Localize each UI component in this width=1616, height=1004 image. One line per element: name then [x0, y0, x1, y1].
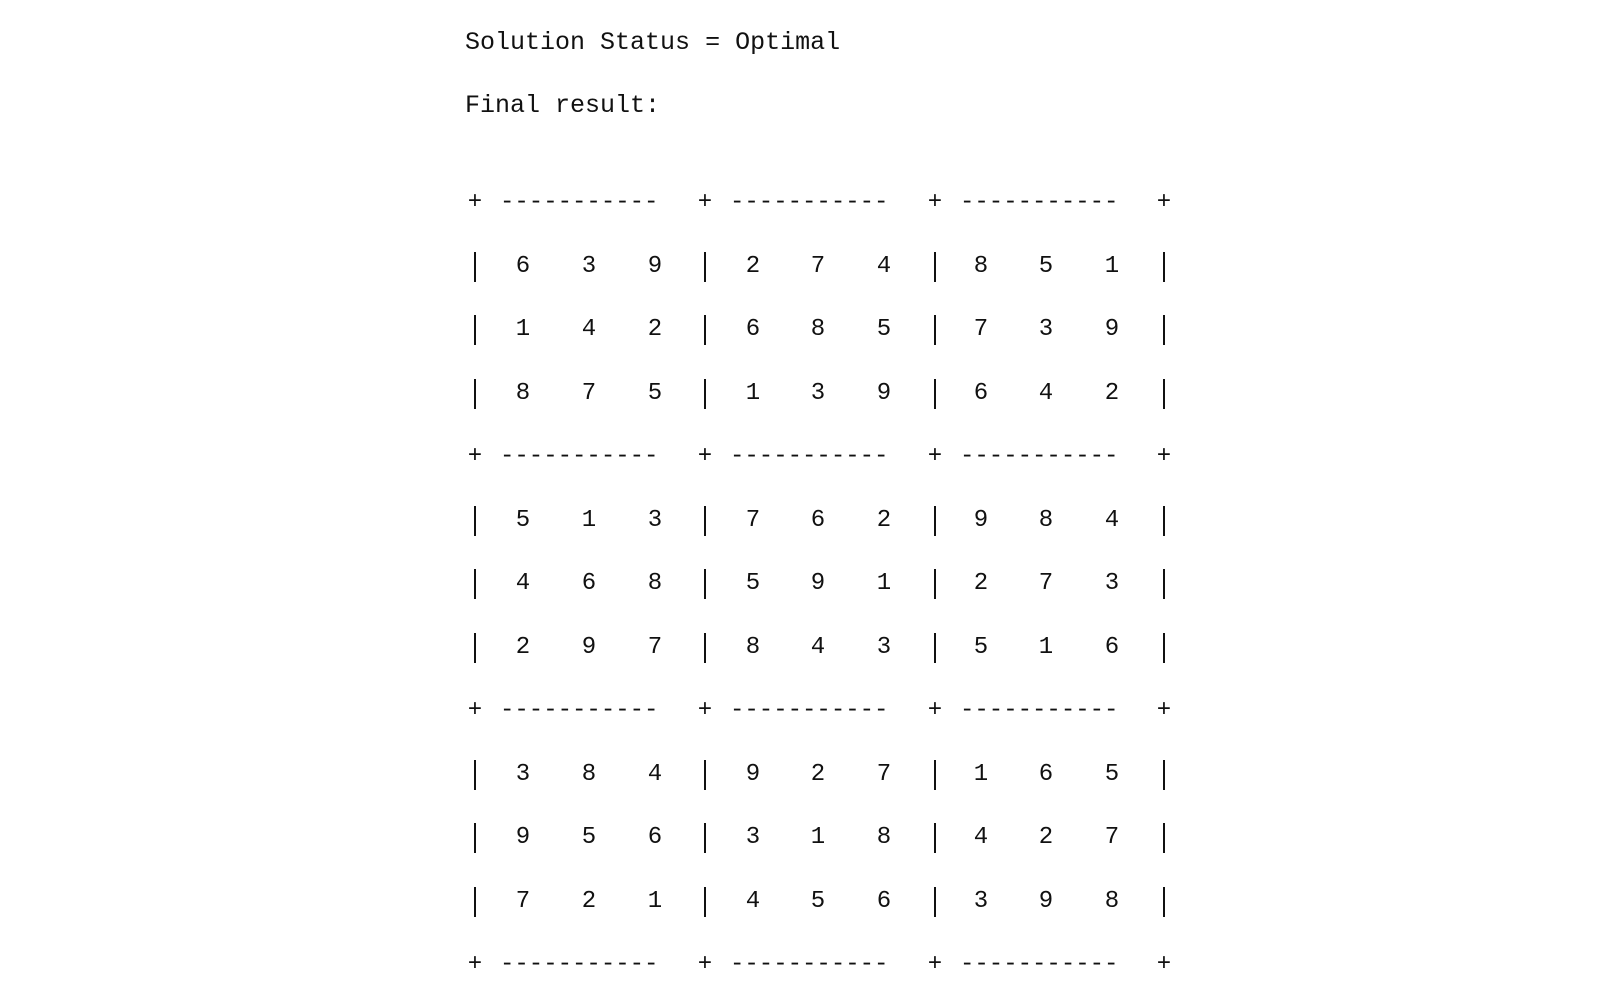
- sudoku-cell: 6: [810, 506, 826, 534]
- sudoku-cell: 2: [1104, 379, 1120, 407]
- grid-cell-divider: [934, 379, 936, 409]
- sudoku-cell: 2: [1038, 824, 1054, 851]
- sudoku-cell: 9: [973, 506, 989, 534]
- sudoku-cell: 8: [876, 824, 892, 851]
- sudoku-cell: 5: [876, 316, 892, 343]
- sudoku-cell: 1: [515, 316, 531, 343]
- grid-cell-divider: [1163, 315, 1165, 345]
- sudoku-cell: 5: [1104, 760, 1120, 788]
- sudoku-cell: 3: [745, 824, 761, 851]
- sudoku-cell: 5: [647, 379, 663, 407]
- sudoku-cell: 5: [745, 570, 761, 597]
- grid-border-dashes: -----------: [500, 951, 659, 978]
- grid-cell-divider: [1163, 760, 1165, 790]
- grid-border-plus: +: [697, 697, 713, 724]
- grid-cell-divider: [704, 506, 706, 536]
- grid-cell-divider: [704, 379, 706, 409]
- grid-cell-divider: [1163, 569, 1165, 599]
- sudoku-cell: 8: [1104, 887, 1120, 915]
- sudoku-cell: 8: [973, 252, 989, 280]
- grid-border-plus: +: [927, 697, 943, 724]
- grid-cell-divider: [704, 633, 706, 663]
- sudoku-cell: 1: [1104, 252, 1120, 280]
- grid-cell-divider: [474, 760, 476, 790]
- sudoku-cell: 1: [581, 506, 597, 534]
- sudoku-cell: 9: [515, 824, 531, 851]
- sudoku-cell: 3: [647, 506, 663, 534]
- grid-cell-divider: [934, 760, 936, 790]
- sudoku-cell: 2: [515, 633, 531, 661]
- sudoku-cell: 4: [515, 570, 531, 597]
- sudoku-cell: 3: [1038, 316, 1054, 343]
- sudoku-cell: 2: [745, 252, 761, 280]
- sudoku-cell: 5: [515, 506, 531, 534]
- grid-border-dashes: -----------: [730, 189, 889, 216]
- sudoku-cell: 7: [810, 252, 826, 280]
- grid-cell-divider: [1163, 887, 1165, 917]
- grid-border-dashes: -----------: [730, 443, 889, 470]
- sudoku-cell: 8: [647, 570, 663, 597]
- sudoku-cell: 6: [973, 379, 989, 407]
- sudoku-cell: 2: [581, 887, 597, 915]
- sudoku-cell: 6: [745, 316, 761, 343]
- grid-border-dashes: -----------: [730, 697, 889, 724]
- sudoku-cell: 7: [973, 316, 989, 343]
- sudoku-cell: 2: [876, 506, 892, 534]
- grid-border-plus: +: [467, 697, 483, 724]
- final-result-label: Final result:: [465, 91, 661, 120]
- grid-cell-divider: [934, 315, 936, 345]
- grid-cell-divider: [704, 252, 706, 282]
- grid-cell-divider: [704, 823, 706, 853]
- grid-cell-divider: [474, 506, 476, 536]
- grid-cell-divider: [934, 569, 936, 599]
- grid-border-plus: +: [1156, 951, 1172, 978]
- sudoku-cell: 9: [810, 570, 826, 597]
- sudoku-cell: 3: [810, 379, 826, 407]
- sudoku-cell: 8: [581, 760, 597, 788]
- sudoku-cell: 3: [515, 760, 531, 788]
- grid-cell-divider: [704, 760, 706, 790]
- sudoku-cell: 9: [1038, 887, 1054, 915]
- grid-cell-divider: [934, 633, 936, 663]
- grid-cell-divider: [474, 823, 476, 853]
- grid-cell-divider: [934, 823, 936, 853]
- sudoku-cell: 9: [745, 760, 761, 788]
- sudoku-cell: 5: [581, 824, 597, 851]
- sudoku-cell: 4: [745, 887, 761, 915]
- grid-cell-divider: [1163, 823, 1165, 853]
- grid-border-plus: +: [697, 951, 713, 978]
- sudoku-cell: 3: [973, 887, 989, 915]
- sudoku-cell: 8: [810, 316, 826, 343]
- sudoku-cell: 5: [1038, 252, 1054, 280]
- grid-border-dashes: -----------: [960, 189, 1119, 216]
- sudoku-cell: 1: [745, 379, 761, 407]
- grid-cell-divider: [704, 569, 706, 599]
- grid-cell-divider: [474, 252, 476, 282]
- sudoku-cell: 2: [973, 570, 989, 597]
- sudoku-cell: 7: [515, 887, 531, 915]
- grid-border-plus: +: [927, 189, 943, 216]
- grid-border-plus: +: [697, 443, 713, 470]
- grid-cell-divider: [1163, 252, 1165, 282]
- grid-cell-divider: [934, 887, 936, 917]
- sudoku-cell: 8: [745, 633, 761, 661]
- sudoku-cell: 3: [1104, 570, 1120, 597]
- grid-cell-divider: [1163, 379, 1165, 409]
- grid-cell-divider: [1163, 506, 1165, 536]
- sudoku-cell: 4: [973, 824, 989, 851]
- sudoku-cell: 9: [581, 633, 597, 661]
- sudoku-cell: 1: [810, 824, 826, 851]
- sudoku-cell: 5: [810, 887, 826, 915]
- sudoku-cell: 7: [647, 633, 663, 661]
- grid-border-dashes: -----------: [960, 951, 1119, 978]
- grid-cell-divider: [704, 887, 706, 917]
- grid-border-plus: +: [927, 443, 943, 470]
- grid-border-plus: +: [467, 951, 483, 978]
- grid-border-plus: +: [1156, 697, 1172, 724]
- sudoku-cell: 1: [1038, 633, 1054, 661]
- sudoku-cell: 7: [1104, 824, 1120, 851]
- sudoku-cell: 1: [647, 887, 663, 915]
- sudoku-cell: 2: [810, 760, 826, 788]
- grid-border-dashes: -----------: [960, 443, 1119, 470]
- grid-cell-divider: [934, 252, 936, 282]
- sudoku-cell: 8: [1038, 506, 1054, 534]
- grid-cell-divider: [1163, 633, 1165, 663]
- grid-border-plus: +: [1156, 189, 1172, 216]
- grid-border-dashes: -----------: [500, 697, 659, 724]
- grid-cell-divider: [704, 315, 706, 345]
- sudoku-cell: 6: [647, 824, 663, 851]
- sudoku-cell: 5: [973, 633, 989, 661]
- sudoku-cell: 6: [1104, 633, 1120, 661]
- sudoku-cell: 4: [876, 252, 892, 280]
- status-separator: =: [705, 28, 721, 57]
- grid-cell-divider: [474, 379, 476, 409]
- grid-cell-divider: [474, 633, 476, 663]
- sudoku-cell: 1: [876, 570, 892, 597]
- grid-border-plus: +: [1156, 443, 1172, 470]
- sudoku-cell: 7: [745, 506, 761, 534]
- grid-border-plus: +: [927, 951, 943, 978]
- sudoku-cell: 4: [647, 760, 663, 788]
- grid-border-dashes: -----------: [730, 951, 889, 978]
- sudoku-cell: 6: [515, 252, 531, 280]
- grid-border-plus: +: [697, 189, 713, 216]
- grid-border-plus: +: [467, 189, 483, 216]
- status-value: Optimal: [735, 28, 841, 57]
- sudoku-cell: 3: [876, 633, 892, 661]
- sudoku-cell: 9: [876, 379, 892, 407]
- status-label: Solution Status: [465, 28, 691, 57]
- sudoku-cell: 7: [1038, 570, 1054, 597]
- sudoku-cell: 6: [581, 570, 597, 597]
- sudoku-cell: 4: [810, 633, 826, 661]
- grid-border-dashes: -----------: [500, 443, 659, 470]
- sudoku-cell: 7: [581, 379, 597, 407]
- grid-cell-divider: [474, 315, 476, 345]
- sudoku-cell: 3: [581, 252, 597, 280]
- sudoku-cell: 6: [1038, 760, 1054, 788]
- grid-border-plus: +: [467, 443, 483, 470]
- grid-cell-divider: [934, 506, 936, 536]
- sudoku-cell: 2: [647, 316, 663, 343]
- grid-border-dashes: -----------: [960, 697, 1119, 724]
- sudoku-cell: 6: [876, 887, 892, 915]
- grid-cell-divider: [474, 887, 476, 917]
- sudoku-cell: 7: [876, 760, 892, 788]
- sudoku-cell: 9: [647, 252, 663, 280]
- grid-border-dashes: -----------: [500, 189, 659, 216]
- sudoku-cell: 8: [515, 379, 531, 407]
- sudoku-cell: 1: [973, 760, 989, 788]
- sudoku-cell: 4: [581, 316, 597, 343]
- sudoku-cell: 4: [1038, 379, 1054, 407]
- sudoku-cell: 9: [1104, 316, 1120, 343]
- grid-cell-divider: [474, 569, 476, 599]
- sudoku-cell: 4: [1104, 506, 1120, 534]
